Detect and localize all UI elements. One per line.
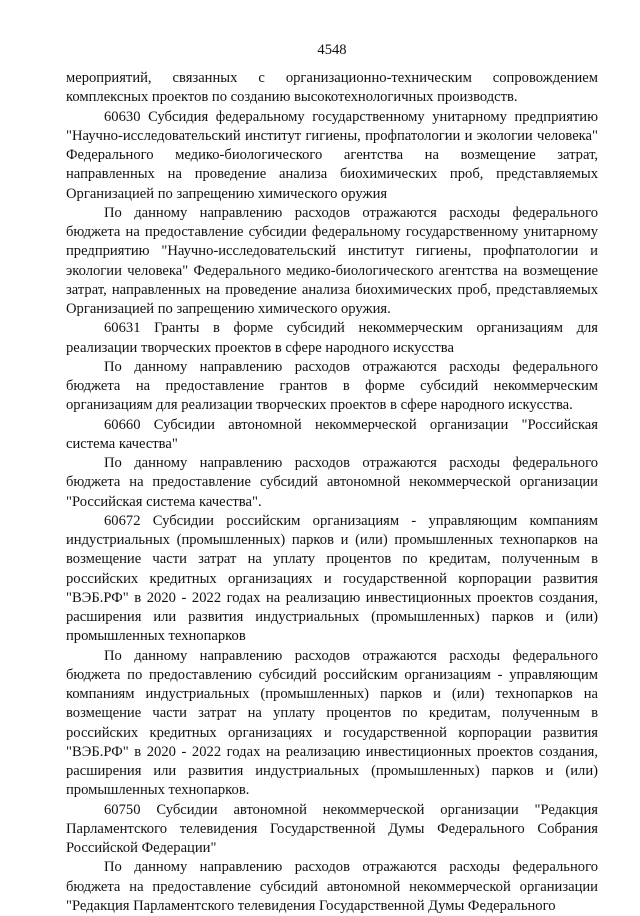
paragraph-60660-description: По данному направлению расходов отражаются расходы федерального бюджета на предоставление субсидий автономной некоммерческой организации "Российская система качества".	[66, 455, 598, 510]
paragraph-60631-heading: 60631 Гранты в форме субсидий некоммерческим организациям для реализации творческих проектов в сфере народного искусства	[66, 320, 598, 356]
paragraph-60660-heading: 60660 Субсидии автономной некоммерческой организации "Российская система качества"	[66, 416, 598, 452]
page-number: 4548	[317, 42, 347, 58]
paragraph-60672-description: По данному направлению расходов отражаются расходы федерального бюджета по предоставлению субсидий российским организациям - управляющим компаниям индустриальных (промышленных) парков и (или) технопарков на возмещение части затрат на уплату процентов по кредитам, полученным в российских кредитных организациях и государственной корпорации развития "ВЭБ.РФ" в 2020 - 2022 годах на реализацию инвестиционных проектов создания, расширения или развития индустриальных (промышленных) парков и (или) промышленных технопарков.	[66, 647, 598, 799]
paragraph-60672-heading: 60672 Субсидии российским организациям - управляющим компаниям индустриальных (промышленных) парков и (или) промышленных технопарков на возмещение части затрат на уплату процентов по кредитам, полученным в российских кредитных организациях и государственной корпорации развития "ВЭБ.РФ" в 2020 - 2022 годах на реализацию инвестиционных проектов создания, расширения или развития индустриальных (промышленных) парков и (или) промышленных технопарков	[66, 512, 598, 645]
paragraph-60631-description: По данному направлению расходов отражаются расходы федерального бюджета на предоставление грантов в форме субсидий некоммерческим организациям для реализации творческих проектов в сфере народного искусства.	[66, 358, 598, 414]
paragraph-60750-description: По данному направлению расходов отражаются расходы федерального бюджета на предоставление субсидий автономной некоммерческой организации "Редакция Парламентского телевидения Государственной Думы Федерального	[66, 859, 598, 914]
paragraph-60630-description: По данному направлению расходов отражаются расходы федерального бюджета на предоставление субсидии федеральному государственному унитарному предприятию "Научно-исследовательский институт гигиены, профпатологии и экологии человека" Федерального медико-биологического агентства на возмещение затрат, направленных на проведение анализа биохимических проб, представляемых Организацией по запрещению химического оружия.	[66, 204, 598, 317]
document-page	[66, 0, 598, 916]
paragraph-60630-heading: 60630 Субсидия федеральному государственному унитарному предприятию "Научно-исследовательский институт гигиены, профпатологии и экологии человека" Федерального медико-биологического агентства на возмещение затрат, направленных на проведение анализа биохимических проб, представляемых Организацией по запрещению химического оружия	[66, 108, 598, 202]
paragraph-60750-heading: 60750 Субсидии автономной некоммерческой организации "Редакция Парламентского телевидения Государственной Думы Федерального Собрания Российской Федерации"	[66, 801, 598, 856]
paragraph-continuation: мероприятий, связанных с организационно-техническим сопровождением комплексных проектов по созданию высокотехнологичных производств.	[66, 70, 598, 106]
